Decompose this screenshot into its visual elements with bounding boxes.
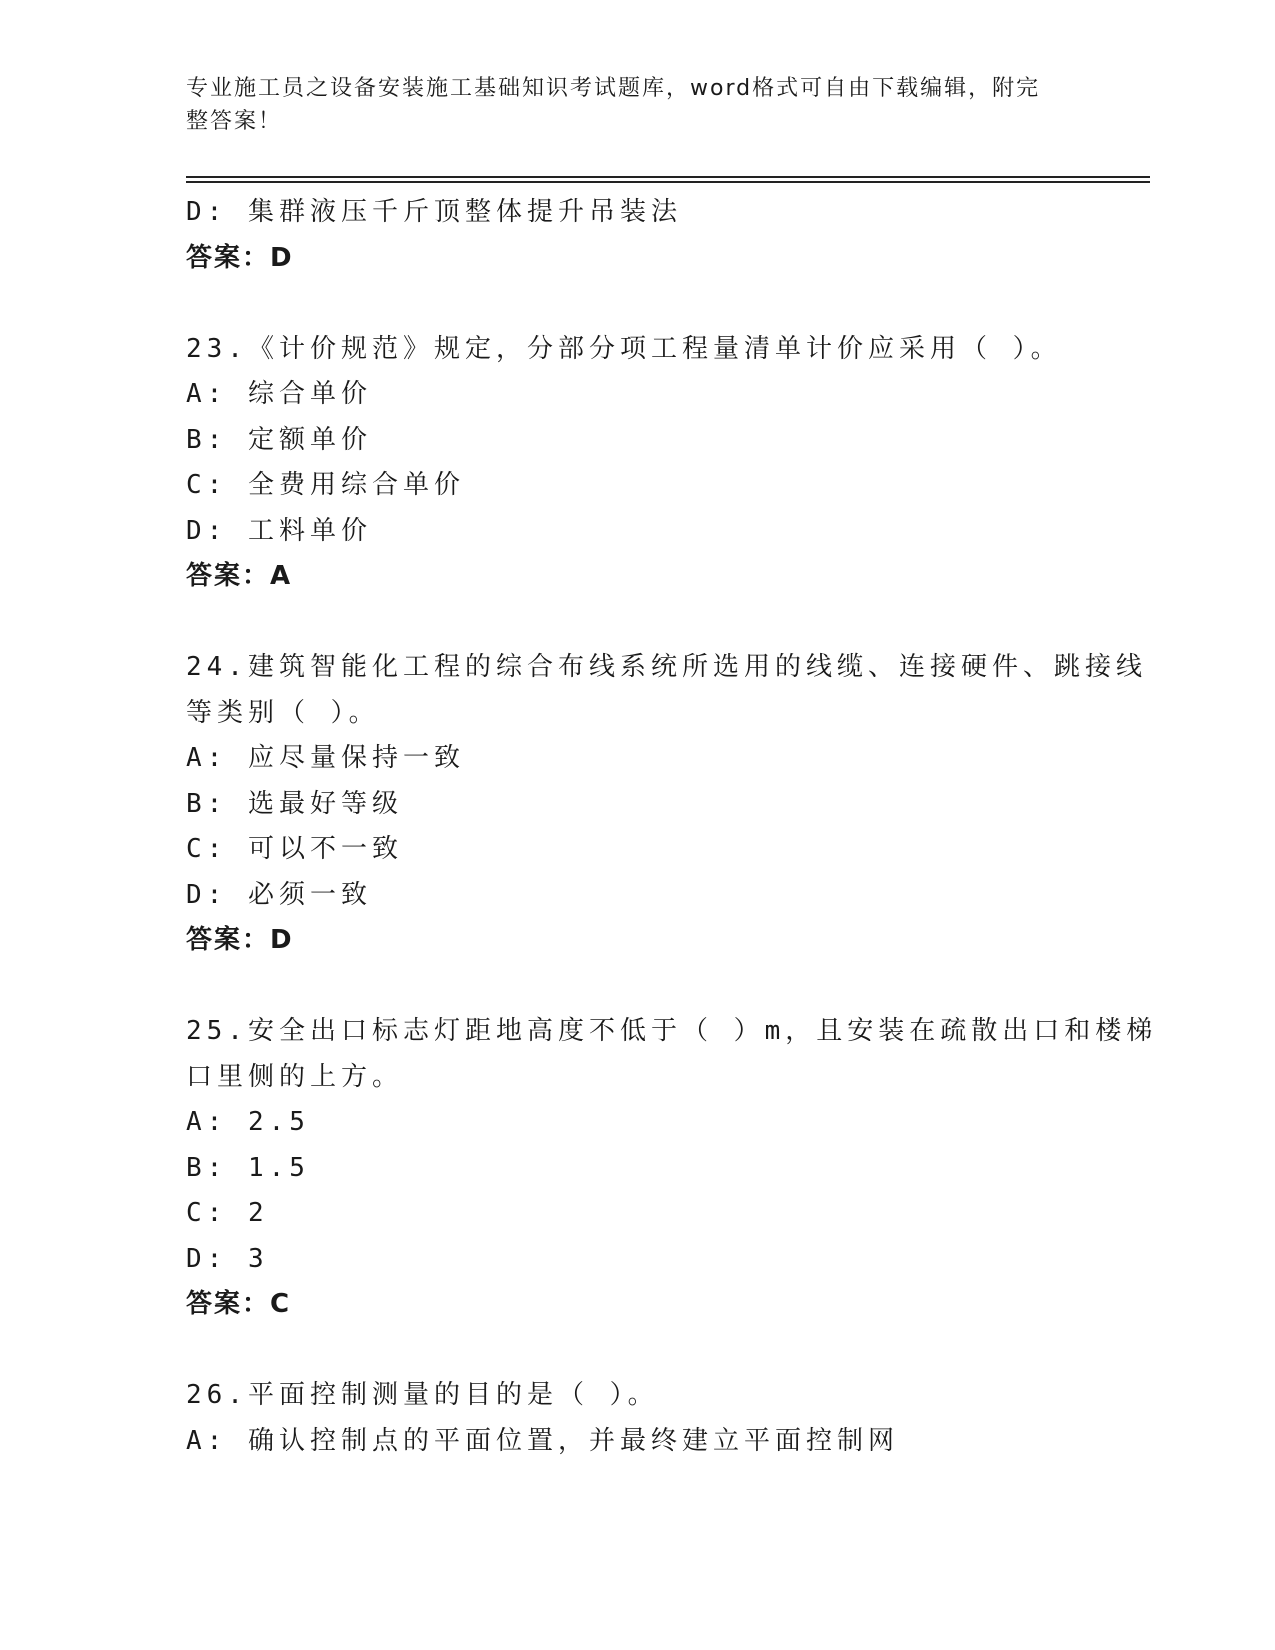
prev-option-d: D: 集群液压千斤顶整体提升吊装法 <box>186 197 682 227</box>
q23-stem: 23.《计价规范》规定，分部分项工程量清单计价应采用（ ）。 <box>186 333 1062 364</box>
q25-stem-line-2: 口里侧的上方。 <box>186 1061 404 1092</box>
q23-option-c: C: 全费用综合单价 <box>186 470 465 500</box>
q24-stem-line-1: 24.建筑智能化工程的综合布线系统所选用的线缆、连接硬件、跳接线 <box>186 652 1147 682</box>
q25-option-b: B: 1.5 <box>186 1152 310 1183</box>
spacer <box>186 600 1086 646</box>
spacer <box>186 1328 1086 1374</box>
q23-option-a: A: 综合单价 <box>186 379 372 409</box>
prev-answer: 答案：D <box>186 242 294 273</box>
q23-option-b: B: 定额单价 <box>186 424 372 455</box>
q24-option-b: B: 选最好等级 <box>186 788 403 819</box>
q24-option-d: D: 必须一致 <box>186 879 372 910</box>
q24-option-a: A: 应尽量保持一致 <box>186 743 465 773</box>
q24-answer: 答案：D <box>186 925 294 955</box>
q25-answer: 答案：C <box>186 1289 292 1319</box>
header-divider-bottom <box>186 181 1150 183</box>
q23-option-d: D: 工料单价 <box>186 515 372 546</box>
header-divider-top <box>186 176 1150 178</box>
header-line-2: 整答案！ <box>186 109 283 134</box>
q26-stem: 26.平面控制测量的目的是（ ）。 <box>186 1380 659 1410</box>
spacer <box>186 964 1086 1010</box>
q23-answer: 答案：A <box>186 561 293 591</box>
spacer <box>186 281 1086 327</box>
question-list <box>186 190 1158 1464</box>
header-line-1: 专业施工员之设备安装施工基础知识考试题库，word格式可自由下载编辑，附完 <box>186 76 1041 101</box>
q25-option-a: A: 2.5 <box>186 1107 310 1137</box>
q25-option-d: D: 3 <box>186 1243 269 1274</box>
q24-stem-line-2: 等类别（ ）。 <box>186 697 380 728</box>
q25-stem-line-1: 25.安全出口标志灯距地高度不低于（ ）m，且安装在疏散出口和楼梯 <box>186 1016 1158 1046</box>
q25-option-c: C: 2 <box>186 1198 269 1228</box>
document-header <box>186 72 1066 138</box>
q26-option-a: A: 确认控制点的平面位置，并最终建立平面控制网 <box>186 1425 899 1456</box>
q24-option-c: C: 可以不一致 <box>186 834 403 864</box>
